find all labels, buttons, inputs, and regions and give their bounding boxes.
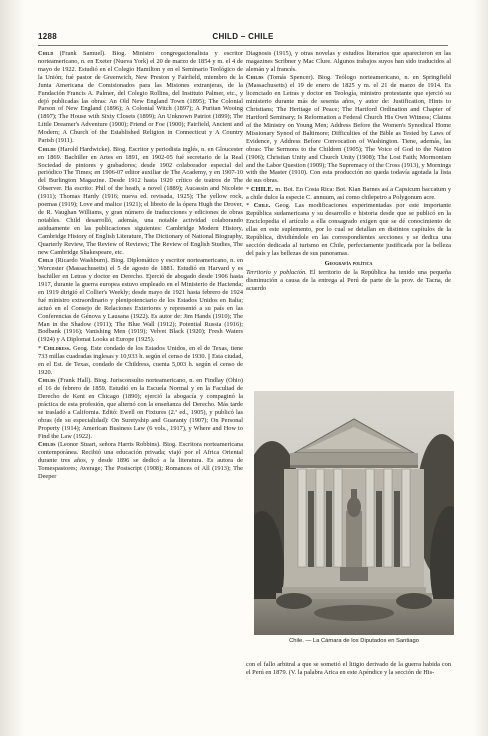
entry-subhead: (Ricardo Washburn). bbox=[55, 257, 111, 265]
chamber-of-deputies-photo bbox=[254, 391, 454, 635]
dictionary-entry bbox=[246, 202, 451, 257]
entry-headword: Childs bbox=[38, 441, 58, 449]
entry-body: En Costa Rica: Bot. Kian Barnes así a Capsicum baccatum y a chile dulce la especie C. annuum, así como chilepetro a Polygonum acre. bbox=[246, 185, 451, 201]
entry-body: Biog. Ministro congregacionalista y escritor norteamericano, n. en Exeter (Nueva York) el 20 de marzo de 1854 y m. el 4 de mayo de 1922. Estudió en el Colegio Hamilton y en el Seminario Teológico de la Unión; fué pastor de Greenwich, New Preston y Fairfield, miembro de la Junta Americana de Comisionados para las Misiones extranjeras, de la Fundación Francis A. Palmer, del Colegio Rollins, del Instituto Palmer, etc., y dejó publicadas las obras: An Old New England Town (1895); The Colonial Parson of New England (1896); A Colonial Witch (1897); A Puritan Wooing (1897); The House with Sixty Closets (1899); An Unknown Patriot (1899); The Little Dreamer's Adventure (1900); Friend or Foe (1900); Fairfield, Ancient and Modern; A Church of the Established Religion in Connecticut y A Country Parish (1911). bbox=[38, 50, 244, 145]
dictionary-entry bbox=[38, 257, 243, 344]
dictionary-entry bbox=[246, 50, 451, 74]
entry-subhead: m. Bot. bbox=[275, 185, 296, 193]
entry-body: Biog. Escritora norteamericana contemporánea. Recibió una educación privada; viajó por el Africa Oriental durante tres años, y desde 1896 se dedicó a la literatura. Es autora de Tomespastores; Average; The Postscript (1908); Romances of All (1913); The Deeper bbox=[38, 441, 243, 480]
entry-headword: Childress. bbox=[43, 344, 74, 352]
right-column-top bbox=[246, 50, 451, 433]
dictionary-entry bbox=[38, 345, 243, 377]
right-column-bottom bbox=[246, 661, 451, 701]
scan-edge-shadow bbox=[0, 0, 24, 736]
section-lead-paragraph bbox=[246, 269, 451, 293]
continued-paragraph: con el fallo arbitral a que se sometió el litigio derivado de la guerra habida con el Perú en 1879. (V. la palabra Arica en este Apéndice y la sección de His- bbox=[246, 661, 451, 676]
entry-body: Biog. Jurisconsulto norteamericano, n. en Findlay (Ohio) el 16 de febrero de 1859. Estudió en la Escuela Normal y en la Facultad de Derecho de Kent en Chicago (1890); ejerció la abogacía y compaginó la práctica de esta profesión, que alternó con la enseñanza del Derecho. Más tarde se trasladó a California. Editó: Ewell on Fixtures (2.ª ed., 1905), y publicó las obras (de su especialidad): On Suretyship and Guaranty (1907); On Personal Property (1914); American Business Law (6 vols., 1917), y Where and How to Find the Law (1922). bbox=[38, 377, 243, 440]
section-heading: Geografía política bbox=[324, 259, 373, 267]
entry-headword: Childs bbox=[38, 377, 58, 385]
scan-edge-shadow-right bbox=[474, 0, 488, 736]
section-lead-text: El territorio de la República ha tenido una pequeña disminución a causa de la entrega al Perú de parte de la prov. de Tacna, de acuerdo bbox=[246, 268, 451, 292]
section-lead-label: Territorio y población. bbox=[246, 268, 310, 276]
left-column bbox=[38, 50, 243, 690]
entry-body: Diagnosis (1915), y otras novelas y estudios literarios que aparecieron en las magazines Scribner y Mac Clure. Algunos trabajos suyos han sido traducidos al alemán y al francés. bbox=[246, 50, 451, 73]
entry-headword: Child bbox=[38, 50, 60, 57]
entry-subhead: (Frank Hall). bbox=[57, 377, 95, 385]
entry-body: Las modificaciones experimentadas por este importante República sudamericana y su desarrollo e historia desde que se publicó en la Enciclopedia el artículo a ella consagrado exigen que se dé conocimiento de ellas en este suplemento, por lo cual se detallan en distintos capítulos de la República, dividiéndole en las correspondientes secciones y se dedica una sección dedicada al turismo en Chile, perfectamente justificada por la belleza del país y las bellezas de sus panoramas. bbox=[246, 202, 451, 257]
page-header bbox=[38, 32, 448, 44]
entry-subhead: Geog. bbox=[73, 344, 91, 352]
figure-caption: Chile. — La Cámara de los Diputados en Santiago bbox=[289, 638, 419, 644]
entry-body: Este condado de los Estados Unidos, en el de Texas, tiene 733 millas cuadradas inglesas y 10,933 h. según el censo de 1930. || Esta ciudad, en el Est. de Texas, condado de Childress, cuenta 5,003 h. según el censo de 1920. bbox=[38, 344, 243, 376]
dictionary-entry bbox=[38, 377, 243, 440]
entry-headword: Chile. bbox=[253, 202, 276, 210]
dictionary-entry bbox=[246, 186, 451, 202]
entry-subhead: (Tomás Spencer). bbox=[267, 74, 318, 82]
entry-body: Biog. Teólogo norteamericano, n. en Springfield (Massachusetts) el 19 de enero de 1825 y m. el 21 de marzo de 1914. Es licenciado en Letras y doctor en Teología, ministro protestante que ejerció su ministerio durante más de sesenta años, y autor de: Justification, Hints to Christians; The Heritage of Peace; The Hartford Ordination and Chapter of Hartford Seminary; Is Reformation a Federal Church His Own Witness; Claims of the Ministry on Young Men; Address Before the Women's Synodical Home Missionary Synod of Baltimore; Difficulties of the Bible as Tested by Laws of Evidence, y Address Before Convocation of Washington. Tiene, además, las obras: The Sermons to the Children (1905); The Voice of God to the Nation (1906); Christian Unity and Church Unity (1908); The Lost Faith; Mormonism and the Labor Question (1909); The Supremacy of the Cross (1913), y Mornings with the Master (1910). Con esta producción no queda todavía agotada la lista de sus obras. bbox=[246, 74, 451, 185]
new-entry-marker: * bbox=[246, 185, 251, 193]
dictionary-entry bbox=[38, 50, 243, 145]
figure bbox=[254, 391, 454, 653]
new-entry-marker: * bbox=[246, 202, 254, 210]
entry-headword: Childe bbox=[38, 145, 59, 153]
dictionary-entry bbox=[246, 74, 451, 185]
entry-body: Biog. Diplomático y escritor norteamericano, n. en Worcester (Massachusetts) el 5 de agosto de 1881. Estudió en Harvard y es bachiller en Letras y doctor en Derecho. Ejerció de abogado desde 1906 hasta 1917, durante la guerra europea estuvo empleado en el Ministerio de Hacienda; en 1919 dirigió el Collier's Weekly; desde mayo de 1921 hasta febrero de 1924 fué ministro extraordinario y plenipotenciario de los Estados Unidos en Italia; actuó en el Consejo de Relaciones Exteriores y representó a su país en las Conferencias de Génova y Lausana (1922). Es autor de: Jim Hands (1910); The Man in the Shadow (1911); The Blue Wall (1912); Potential Russia (1916); Bodbank (1916); Vanishing Men (1919); Velvet Black (1920); Fresh Waters (1924) y A Diplomat Looks at Europe (1925). bbox=[38, 257, 243, 344]
entry-headword: Child bbox=[38, 257, 56, 265]
entry-subhead: (Harold Hardwicke). bbox=[58, 145, 113, 153]
header-rule bbox=[38, 45, 448, 46]
entry-subhead: (Leonor Stuart, señora Harris Robbins). bbox=[57, 441, 163, 449]
entry-subhead: (Frank Samuel). bbox=[59, 50, 113, 57]
dictionary-entry bbox=[38, 441, 243, 481]
new-entry-marker: * bbox=[38, 344, 44, 352]
dictionary-entry bbox=[38, 146, 243, 257]
entry-body: Biog. Escritor y periodista inglés, n. en Gloucester en 1869. Bachiller en Artes en 1891, en 1902-05 fué secretario de la Real Sociedad de pintores y grabadores; desde 1902 colaborador especial del periódico The Times; en 1906-07 editor auxiliar de The Academy, y en 1907-10 del Burlington Magazine. Desde 1912 hasta 1920 crítico de teatros de The Observer. Ha escrito: Phil of the heath, a novel (1889); Aucassin and Nicolete (1911); Thomas Hardy (1916; nueva ed. revisada, 1925); The yellow rock, poemas (1919); Love and malice (1921); el libreto de la ópera Hugh the Drover, de R. Vaughan Williams, y gran número de traducciones y ediciones de obras notables. Child desarrolló, además, una notable actividad colaborando asiduamente en las publicaciones siguientes: Cambridge Modern History, Cambridge History of English Literature, The Dictionary of National Biography, Quarterly Review, The Review of Reviews; The Review of English Studies, The new Cambridge Shakespeare, etc. bbox=[38, 145, 243, 256]
running-title: CHILD – CHILE bbox=[212, 32, 274, 41]
page-number: 1288 bbox=[38, 32, 57, 41]
entry-headword: Childs bbox=[246, 74, 268, 82]
entry-subhead: Geog. bbox=[275, 202, 295, 210]
entry-headword: CHILE. bbox=[250, 185, 276, 193]
